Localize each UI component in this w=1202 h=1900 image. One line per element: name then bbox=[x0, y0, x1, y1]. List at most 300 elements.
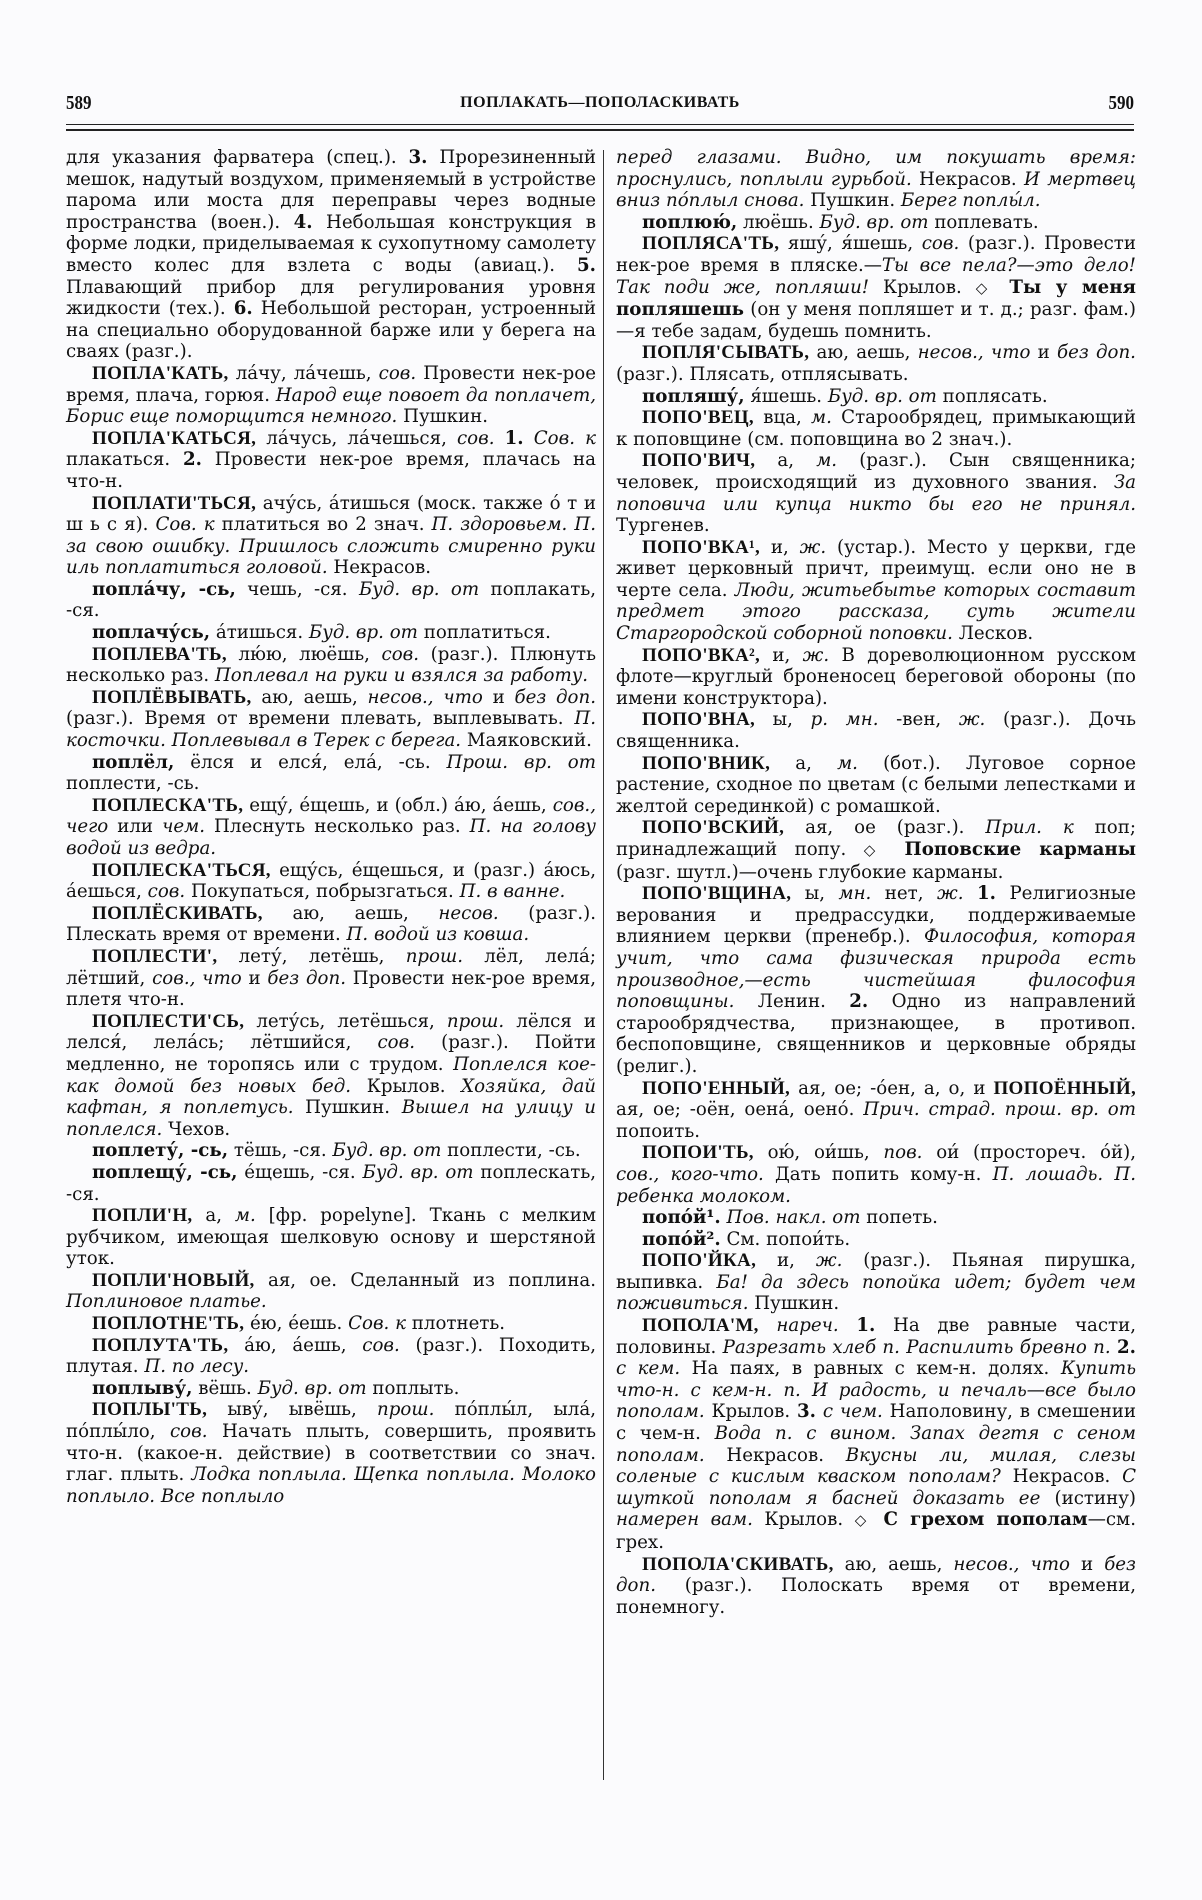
entry-text: Тургенев. bbox=[616, 515, 710, 537]
headword: ПОПО'ВЩИНА, bbox=[642, 883, 792, 905]
entry-text: Ба! да здесь попойка идет; будет чем поживиться. bbox=[616, 1271, 1136, 1315]
entry-text: Крылов. bbox=[752, 1509, 855, 1531]
dictionary-entry bbox=[616, 645, 1136, 710]
dictionary-entry bbox=[66, 579, 596, 622]
dictionary-entry bbox=[616, 450, 1136, 536]
entry-text: несов., что bbox=[367, 686, 483, 708]
entry-text: Крылов. bbox=[869, 276, 976, 298]
entry-text: ы, bbox=[791, 883, 839, 905]
entry-text: люёшь. bbox=[737, 211, 820, 233]
entry-text: а, bbox=[755, 450, 817, 472]
page-number-left: 589 bbox=[66, 92, 92, 114]
entry-text: поплету́, -сь, bbox=[92, 1140, 229, 1162]
headword: ПОПО'ЕННЫЙ, bbox=[642, 1077, 791, 1099]
entry-text: (разг. шутл.)—очень глубокие карманы. bbox=[616, 861, 1004, 883]
entry-text: аю, аешь, bbox=[262, 902, 439, 924]
dictionary-entry bbox=[66, 946, 596, 1011]
entry-text: Некрасов. bbox=[327, 557, 432, 579]
entry-text: прош. bbox=[446, 1010, 505, 1032]
headword: ПОПО'ВНИК, bbox=[642, 752, 771, 774]
entry-text: (разг.). Плясать, отплясывать. bbox=[616, 363, 909, 385]
dictionary-entry bbox=[66, 860, 596, 903]
entry-text: Буд. вр. от bbox=[827, 385, 937, 407]
entry-text bbox=[839, 1315, 857, 1336]
headword: ПОПЛЫ'ТЬ, bbox=[92, 1399, 208, 1421]
entry-text: Провести нек-рое время, плачась на что-н. bbox=[66, 449, 596, 492]
entry-text: (истину) bbox=[1040, 1487, 1136, 1509]
entry-text: нет, bbox=[871, 883, 938, 905]
entry-text: ачу́сь, а́тишься (моск. также о́ т и ш ь с я). bbox=[66, 492, 596, 536]
entry-text: Дать попить кому-н. bbox=[763, 1163, 993, 1185]
entry-text: Наполовину, в смешении с чем-н. bbox=[616, 1401, 1136, 1445]
entry-text: Пушкин. bbox=[804, 190, 901, 212]
dictionary-entry bbox=[616, 753, 1136, 818]
headword: ПОПОИ'ТЬ, bbox=[642, 1142, 754, 1164]
dictionary-entry bbox=[66, 1378, 596, 1400]
entry-text: прош. bbox=[405, 945, 464, 967]
entry-text: Некрасов. bbox=[911, 168, 1025, 190]
dictionary-entry bbox=[616, 342, 1136, 385]
entry-text: ж. bbox=[958, 709, 986, 731]
entry-text: Пушкин. bbox=[397, 406, 488, 428]
entry-text: [фр. popelyne]. Ткань с мелким рубчиком, имеющая шелковую основу и шерстяной уток. bbox=[66, 1205, 596, 1270]
entry-text: Сов. к bbox=[348, 1313, 406, 1335]
entry-text: лю́ю, люёшь, bbox=[226, 643, 382, 665]
entry-text: 1. bbox=[504, 427, 524, 449]
entry-text: Вода п. с вином. Запах дегтя с сеном пополам. bbox=[616, 1423, 1136, 1466]
entry-text: попляшу́, bbox=[642, 385, 745, 407]
entry-text: сов. bbox=[377, 1032, 416, 1054]
entry-text: П. лошадь. П. ребенка молоком. bbox=[616, 1163, 1136, 1207]
entry-text: поплясать. bbox=[936, 385, 1048, 407]
entry-text: Народ еще повоет да поплачет, Борис еще поморщится немного. bbox=[66, 384, 596, 428]
entry-text: сов. bbox=[456, 427, 495, 449]
entry-text bbox=[495, 428, 505, 449]
entry-text: Поповские карманы bbox=[904, 839, 1136, 860]
entry-text: (разг.). Походить, плутая. bbox=[66, 1334, 596, 1378]
dictionary-entry bbox=[616, 1142, 1136, 1207]
entry-text: плотнеть. bbox=[405, 1313, 506, 1335]
dictionary-entry bbox=[616, 407, 1136, 450]
entry-text: Провести нек-рое время, плача, горюя. bbox=[66, 362, 596, 406]
lozenge-icon: ◇ bbox=[854, 1511, 872, 1530]
entry-text: попоить. bbox=[616, 1120, 701, 1142]
dictionary-entry bbox=[66, 363, 596, 428]
headword: ПОПЛЕСТИ', bbox=[92, 945, 218, 967]
entry-text: с чем. bbox=[822, 1401, 883, 1423]
dictionary-entry bbox=[66, 1335, 596, 1378]
headword: ПОПЛОТНЕ'ТЬ, bbox=[92, 1313, 245, 1335]
entry-text: (разг.). Провести нек-рое время в пляске.— bbox=[616, 233, 1136, 276]
entry-text: Плеснуть несколько раз. bbox=[205, 816, 470, 838]
entry-text: сов., что bbox=[152, 967, 242, 989]
entry-text: и bbox=[482, 686, 515, 708]
entry-text: За поповича или купца никто бы его не принял. bbox=[616, 471, 1136, 515]
entry-text: ая, ое. Сделанный из поплина. bbox=[254, 1269, 596, 1291]
running-title: ПОПЛАКАТЬ—ПОПОЛАСКИВАТЬ bbox=[460, 94, 740, 111]
entry-text: м. bbox=[811, 407, 832, 429]
headword: ПОПЛА'КАТЬСЯ, bbox=[92, 427, 257, 449]
entry-text: без доп. bbox=[267, 967, 346, 989]
dictionary-entry bbox=[616, 386, 1136, 408]
dictionary-entry bbox=[616, 883, 1136, 1077]
column-divider bbox=[603, 150, 604, 1780]
headword: ПОПЛЕСТИ'СЬ, bbox=[92, 1010, 245, 1032]
entry-text: Ты у меня попляшешь bbox=[616, 276, 1136, 321]
entry-text: м. bbox=[234, 1205, 256, 1227]
entry-text: лёл, лела́; лётший, bbox=[66, 945, 596, 989]
entry-text: платиться во 2 знач. bbox=[214, 514, 432, 536]
entry-text: нареч. bbox=[776, 1315, 839, 1337]
entry-text: поплюю́, bbox=[642, 211, 738, 233]
entry-text: ж. bbox=[937, 883, 964, 905]
entry-text: и bbox=[1030, 342, 1057, 364]
entry-text: Ленин. bbox=[734, 991, 850, 1013]
entry-text: Некрасов. bbox=[704, 1444, 846, 1466]
entry-text: перед глазами. Видно, им покушать время: проснулись, поплыли гурьбой. bbox=[616, 147, 1136, 190]
entry-text: 1. bbox=[856, 1315, 876, 1337]
entry-text: поп; принадлежащий попу. bbox=[616, 817, 1136, 860]
entry-text: ы, bbox=[755, 709, 811, 731]
entry-text: Небольшой ресторан, устроенный на специально оборудованной барже или у берега на сваях (разг.). bbox=[66, 298, 596, 363]
entry-text: м. bbox=[816, 450, 838, 472]
dictionary-entry bbox=[66, 147, 596, 363]
dictionary-entry bbox=[66, 1140, 596, 1162]
entry-text: Философия, которая учит, что сама физическая природа есть производное,—есть чистейшая философия поповщины. bbox=[616, 926, 1136, 1013]
entry-text: без доп. bbox=[616, 1553, 1136, 1597]
dictionary-entry bbox=[616, 1229, 1136, 1251]
entry-text: (разг.). Плескать время от времени. bbox=[66, 902, 596, 946]
entry-text: и bbox=[241, 967, 268, 989]
entry-text: лету́, летёшь, bbox=[217, 945, 406, 967]
entry-text: поплевать. bbox=[928, 211, 1039, 233]
entry-text: Сов. к bbox=[155, 514, 215, 536]
entry-text: (он у меня попляшет и т. д.; разг. фам.)—я тебе задам, будешь помнить. bbox=[616, 299, 1136, 342]
headword: ПОПО'ВКА², bbox=[642, 644, 761, 666]
entry-text: Прил. к bbox=[985, 817, 1074, 839]
entry-text: поплескать, -ся. bbox=[66, 1161, 597, 1205]
entry-text: (бот.). Луговое сорное растение, сходное по цветам (с белыми лепестками и желтой серединкой) с ромашкой. bbox=[616, 752, 1136, 817]
headword: ПОПЛЕСКА'ТЬСЯ, bbox=[92, 859, 271, 881]
entry-text: Провести нек-рое время, плетя что-н. bbox=[66, 967, 596, 1011]
entry-text: 2. bbox=[1116, 1336, 1136, 1358]
dictionary-entry bbox=[616, 147, 1136, 212]
dictionary-entry bbox=[66, 493, 596, 579]
entry-text: Пушкин. bbox=[748, 1293, 840, 1315]
dictionary-entry bbox=[616, 709, 1136, 752]
entry-text bbox=[872, 1509, 884, 1530]
entry-text: лету́сь, летёшься, bbox=[244, 1010, 447, 1032]
entry-text: Поплиновое платье. bbox=[66, 1291, 267, 1313]
entry-text: Купить что-н. с кем-н. п. И радость, и печаль—все было пополам. bbox=[616, 1358, 1137, 1423]
entry-text: Вкусны ли, милая, слезы соленые с кислым кваском пополам? bbox=[616, 1444, 1136, 1488]
entry-text: Одно из направлений старообрядчества, признающее, в противоп. беспоповщине, священников и церковные обряды (религ.). bbox=[616, 991, 1137, 1077]
header-rule-thick bbox=[66, 129, 1134, 131]
entry-text: е́ю, е́ешь. bbox=[244, 1313, 349, 1335]
entry-text: С грехом пополам bbox=[883, 1509, 1088, 1531]
entry-text: Ты все пела?—это дело! Так поди же, попляши! bbox=[616, 254, 1136, 298]
entry-text: ая, ое; -оён, оена́, оено́. bbox=[616, 1099, 864, 1121]
entry-text: (разг.). Дочь священника. bbox=[616, 709, 1136, 753]
entry-text: попо́й¹. bbox=[642, 1207, 721, 1229]
entry-text bbox=[887, 839, 905, 860]
entry-text: Лодка поплыла. Щепка поплыла. Молоко поплыло. Все поплыло bbox=[66, 1464, 596, 1507]
entry-text: несов., что bbox=[917, 342, 1031, 364]
entry-text: Религиозные верования и предрассудки, поддерживаемые влиянием церкви (пренебр.). bbox=[616, 883, 1137, 948]
entry-text: 6. bbox=[233, 298, 253, 320]
entry-text: Плавающий прибор для регулирования уровня жидкости (тех.). bbox=[66, 276, 596, 320]
entry-text: Пов. накл. от bbox=[726, 1207, 861, 1229]
entry-text: Небольшая конструкция в форме лодки, приделываемая к сухопутному самолету вместо колес для взлета с воды (авиац.). bbox=[66, 211, 597, 276]
page-number-right: 590 bbox=[1108, 92, 1134, 114]
dictionary-entry bbox=[66, 1011, 596, 1141]
entry-text: аю, аешь, bbox=[809, 342, 918, 364]
entry-text: Прорезиненный мешок, надутый воздухом, применяемый в устройстве парома или моста для переправы через водные пространства (воен.). bbox=[66, 147, 596, 233]
entry-text: (разг.). Пьяная пирушка, выпивка. bbox=[616, 1250, 1136, 1293]
entry-text: поплыву́, bbox=[92, 1377, 193, 1399]
dictionary-entry bbox=[66, 644, 596, 687]
entry-text: сов. bbox=[921, 233, 960, 255]
entry-text: сов. bbox=[381, 643, 420, 665]
headword: ПОПЛЕСКА'ТЬ, bbox=[92, 794, 244, 816]
entry-text: несов., что bbox=[953, 1553, 1070, 1575]
entry-text: П. косточки. Поплевывал в Терек с берега. bbox=[66, 708, 596, 752]
entry-text: несов. bbox=[438, 902, 499, 924]
entry-text: и, bbox=[760, 644, 803, 666]
entry-text: а, bbox=[770, 752, 838, 774]
entry-text: Крылов. bbox=[351, 1075, 462, 1097]
entry-text: П. по лесу. bbox=[144, 1356, 250, 1378]
entry-text: (разг.). Время от времени плевать, выплевывать. bbox=[66, 708, 575, 730]
entry-text: В дореволюционном русском флоте—круглый броненосец береговой обороны (по имени конструктора). bbox=[616, 644, 1136, 709]
entry-text: Поплелся кое-как домой без новых бед. bbox=[66, 1053, 596, 1097]
entry-text: и, bbox=[760, 536, 800, 558]
entry-text: сов. bbox=[362, 1334, 400, 1356]
entry-text: С шуткой пополам я басней доказать ее bbox=[616, 1466, 1136, 1509]
entry-text: 1. bbox=[976, 883, 996, 905]
entry-text: П. здоровьем. П. за свою ошибку. Пришлось сложить смиренно руки иль поплатиться головой. bbox=[66, 514, 596, 579]
entry-text: без доп. bbox=[514, 686, 596, 708]
dictionary-entry bbox=[66, 1205, 596, 1270]
entry-text: Буд. вр. от bbox=[358, 578, 480, 600]
headword: ПОПЛАТИ'ТЬСЯ, bbox=[92, 492, 257, 514]
entry-text: -вен, bbox=[878, 709, 959, 731]
entry-text: вца, bbox=[753, 407, 812, 429]
entry-text: Люди, житьебытье которых составит предмет этого рассказа, суть жители Старгородской соборной поповки. bbox=[616, 579, 1136, 645]
entry-text: ая, ое (разг.). bbox=[784, 817, 986, 839]
entry-text: 2. bbox=[849, 991, 869, 1013]
dictionary-entry bbox=[616, 1207, 1136, 1229]
entry-text: сов. bbox=[378, 362, 417, 384]
entry-text: сов. bbox=[170, 1421, 208, 1443]
entry-text: а́тишься. bbox=[210, 622, 309, 644]
entry-text: 3. bbox=[408, 147, 428, 168]
dictionary-entry bbox=[66, 795, 596, 860]
entry-text: мн. bbox=[838, 883, 872, 905]
entry-text: попо́й². bbox=[642, 1228, 721, 1250]
entry-text bbox=[963, 883, 976, 904]
left-column bbox=[66, 147, 596, 1507]
lozenge-icon: ◇ bbox=[975, 278, 996, 297]
entry-text: Буд. вр. от bbox=[819, 211, 929, 233]
entry-text: Буд. вр. от bbox=[362, 1161, 474, 1183]
entry-text: сов. bbox=[147, 881, 186, 903]
entry-text: ёлся и елся́, ела́, -сь. bbox=[174, 751, 447, 773]
entry-text: (разг.). Пойти медленно, не торопясь или с трудом. bbox=[66, 1032, 597, 1075]
entry-text: Вышел на улицу и поплелся. bbox=[66, 1097, 597, 1140]
dictionary-entry bbox=[66, 1162, 596, 1205]
entry-text: е́щешь, -ся. bbox=[237, 1161, 363, 1183]
entry-text: 2. bbox=[182, 449, 202, 471]
entry-text: (разг.). Плюнуть несколько раз. bbox=[66, 643, 596, 687]
entry-text: поплакать, -ся. bbox=[66, 578, 597, 622]
headword: ПОПЛЁВЫВАТЬ, bbox=[92, 686, 252, 708]
headword: ПОПЛЯСА'ТЬ, bbox=[642, 233, 780, 255]
page-header bbox=[66, 92, 1134, 122]
entry-text: 3. bbox=[797, 1401, 817, 1423]
entry-text: Некрасов. bbox=[1000, 1466, 1123, 1488]
entry-text: Покупаться, побрызгаться. bbox=[185, 881, 460, 903]
entry-text: аю, аешь, bbox=[251, 686, 368, 708]
entry-text: аю, аешь, bbox=[833, 1553, 954, 1575]
entry-text: ещу́сь, е́щешься, и (разг.) а́юсь, а́ешься, bbox=[66, 859, 596, 903]
dictionary-entry bbox=[66, 1399, 596, 1507]
entry-text: поплачу́сь, bbox=[92, 622, 211, 644]
entry-text: ж. bbox=[815, 1250, 843, 1272]
dictionary-entry bbox=[66, 622, 596, 644]
entry-text: ещу́, е́щешь, и (обл.) а́ю, а́ешь, bbox=[243, 794, 553, 816]
entry-text: м. bbox=[837, 752, 858, 774]
entry-text: яшу́, я́шешь, bbox=[779, 233, 922, 255]
headword: ПОПЛЯ'СЫВАТЬ, bbox=[642, 342, 810, 364]
entry-text: ая, ое; -о́ен, а, о, и bbox=[790, 1077, 994, 1099]
entry-text: П. на голову водой из ведра. bbox=[66, 816, 596, 859]
entry-text: попеть. bbox=[860, 1207, 938, 1229]
entry-text: поплещу́, -сь, bbox=[92, 1161, 238, 1183]
entry-text: ла́чу, ла́чешь, bbox=[228, 362, 379, 384]
headword: ПОПЛИ'НОВЫЙ, bbox=[92, 1269, 255, 1291]
entry-text: Чехов. bbox=[162, 1118, 231, 1140]
entry-text: а́ю, а́ешь, bbox=[228, 1334, 363, 1356]
entry-text: Буд. вр. от bbox=[308, 622, 418, 644]
entry-text: р. мн. bbox=[810, 709, 879, 731]
entry-text: 4. bbox=[293, 211, 313, 233]
entry-text: На паях, в равных с кем-н. долях. bbox=[680, 1358, 1061, 1380]
entry-text: с кем. bbox=[616, 1358, 681, 1380]
dictionary-entry bbox=[66, 687, 596, 752]
headword: ПОПЛА'КАТЬ, bbox=[92, 362, 229, 384]
entry-text: сов., чего bbox=[66, 794, 596, 838]
headword: ПОПОЛА'М, bbox=[642, 1315, 759, 1337]
entry-text: намерен вам. bbox=[616, 1509, 753, 1531]
headword: ПОПЛЁСКИВАТЬ, bbox=[92, 902, 263, 924]
dictionary-entry bbox=[616, 212, 1136, 234]
entry-text: а, bbox=[192, 1205, 235, 1227]
entry-text: поплести, -сь. bbox=[441, 1140, 581, 1162]
dictionary-entry bbox=[616, 1315, 1136, 1554]
entry-text: тёшь, -ся. bbox=[228, 1140, 333, 1162]
dictionary-entry bbox=[616, 233, 1136, 342]
entry-text: (устар.). Место у церкви, где живет церковный причт, преимущ. если оно не в черте села. bbox=[616, 536, 1137, 601]
entry-text: Буд. вр. от bbox=[257, 1377, 367, 1399]
entry-text: И мертвец вниз по́плыл снова. bbox=[616, 168, 1136, 212]
entry-text: плакаться. bbox=[66, 449, 183, 471]
entry-text bbox=[524, 428, 534, 449]
dictionary-entry bbox=[616, 537, 1136, 645]
entry-text: ла́чусь, ла́чешься, bbox=[256, 427, 457, 449]
lozenge-icon: ◇ bbox=[863, 841, 888, 859]
entry-text: 5. bbox=[577, 254, 596, 276]
dictionary-entry bbox=[66, 428, 596, 493]
entry-text bbox=[759, 1315, 777, 1336]
entry-text: или bbox=[108, 816, 163, 838]
entry-text: Буд. вр. от bbox=[332, 1140, 442, 1162]
entry-text: На две равные части, половины. bbox=[616, 1315, 1136, 1358]
entry-text: ою́, ои́шь, bbox=[753, 1142, 884, 1164]
entry-text: Разрезать хлеб п. Распилить бревно п. bbox=[722, 1336, 1111, 1358]
dictionary-entry bbox=[616, 817, 1136, 883]
entry-text: ж. bbox=[802, 644, 830, 666]
entry-text: лёлся и лелся́, лела́сь; лётшийся, bbox=[66, 1010, 597, 1054]
entry-text: чем. bbox=[162, 816, 206, 838]
headword: ПОПОЁННЫЙ, bbox=[993, 1077, 1136, 1099]
entry-text: Прош. вр. от bbox=[446, 751, 596, 773]
entry-text: чешь, -ся. bbox=[235, 578, 359, 600]
headword: ПОПЛУТА'ТЬ, bbox=[92, 1334, 229, 1356]
entry-text: П. в ванне. bbox=[459, 881, 566, 903]
entry-text: Пушкин. bbox=[293, 1097, 402, 1119]
entry-text: (разг.). Полоскать время от времени, понемногу. bbox=[616, 1575, 1136, 1618]
entry-text bbox=[995, 277, 1009, 298]
entry-text: сов., кого-что. bbox=[616, 1163, 764, 1185]
header-rule-thin bbox=[66, 124, 1134, 125]
entry-text: Сов. к bbox=[533, 427, 596, 449]
entry-text bbox=[816, 1401, 823, 1422]
headword: ПОПО'ВКА¹, bbox=[642, 536, 761, 558]
entry-text: Лесков. bbox=[952, 623, 1034, 645]
dictionary-entry bbox=[616, 1078, 1136, 1143]
right-column bbox=[616, 147, 1136, 1618]
entry-text: прош. bbox=[377, 1399, 435, 1421]
headword: ПОПО'ЙКА, bbox=[642, 1250, 757, 1272]
headword: ПОПО'ВНА, bbox=[642, 709, 756, 731]
entry-text: по́плы́л, ыла́, по́плы́ло, bbox=[66, 1399, 596, 1443]
entry-text: —см. грех. bbox=[616, 1509, 1136, 1553]
entry-text: поплыть. bbox=[366, 1377, 460, 1399]
headword: ПОПО'ВИЧ, bbox=[642, 450, 756, 472]
dictionary-entry bbox=[66, 903, 596, 946]
entry-text: поплести, -сь. bbox=[66, 773, 200, 795]
entry-text: и, bbox=[756, 1250, 816, 1272]
dictionary-entry bbox=[66, 752, 596, 795]
dictionary-entry bbox=[66, 1313, 596, 1335]
entry-text: П. водой из ковша. bbox=[346, 924, 530, 946]
entry-text: поплатиться. bbox=[417, 622, 551, 644]
entry-text: ж. bbox=[799, 536, 827, 558]
entry-text: и bbox=[1069, 1553, 1105, 1575]
entry-text: для указания фарватера (спец.). bbox=[66, 147, 409, 168]
entry-text: Начать плыть, совершить, проявить что-н. (какое-н. действие) в соответствии со знач. глаг. плыть. bbox=[66, 1421, 596, 1486]
entry-text: Хозяйка, дай кафтан, я поплетусь. bbox=[66, 1075, 596, 1119]
entry-text: Берег поплы́л. bbox=[900, 190, 1041, 212]
entry-text: (разг.). Сын священника; человек, происходящий из духовного звания. bbox=[616, 450, 1136, 493]
entry-text: пов. bbox=[883, 1142, 923, 1164]
dictionary-entry bbox=[616, 1554, 1136, 1619]
entry-text: Старообрядец, примыкающий к поповщине (см. поповщина во 2 знач.). bbox=[616, 407, 1137, 450]
entry-text: попла́чу, -сь, bbox=[92, 578, 236, 600]
entry-text: ои́ (простореч. о́й), bbox=[922, 1142, 1136, 1164]
entry-text: Крылов. bbox=[704, 1401, 798, 1423]
